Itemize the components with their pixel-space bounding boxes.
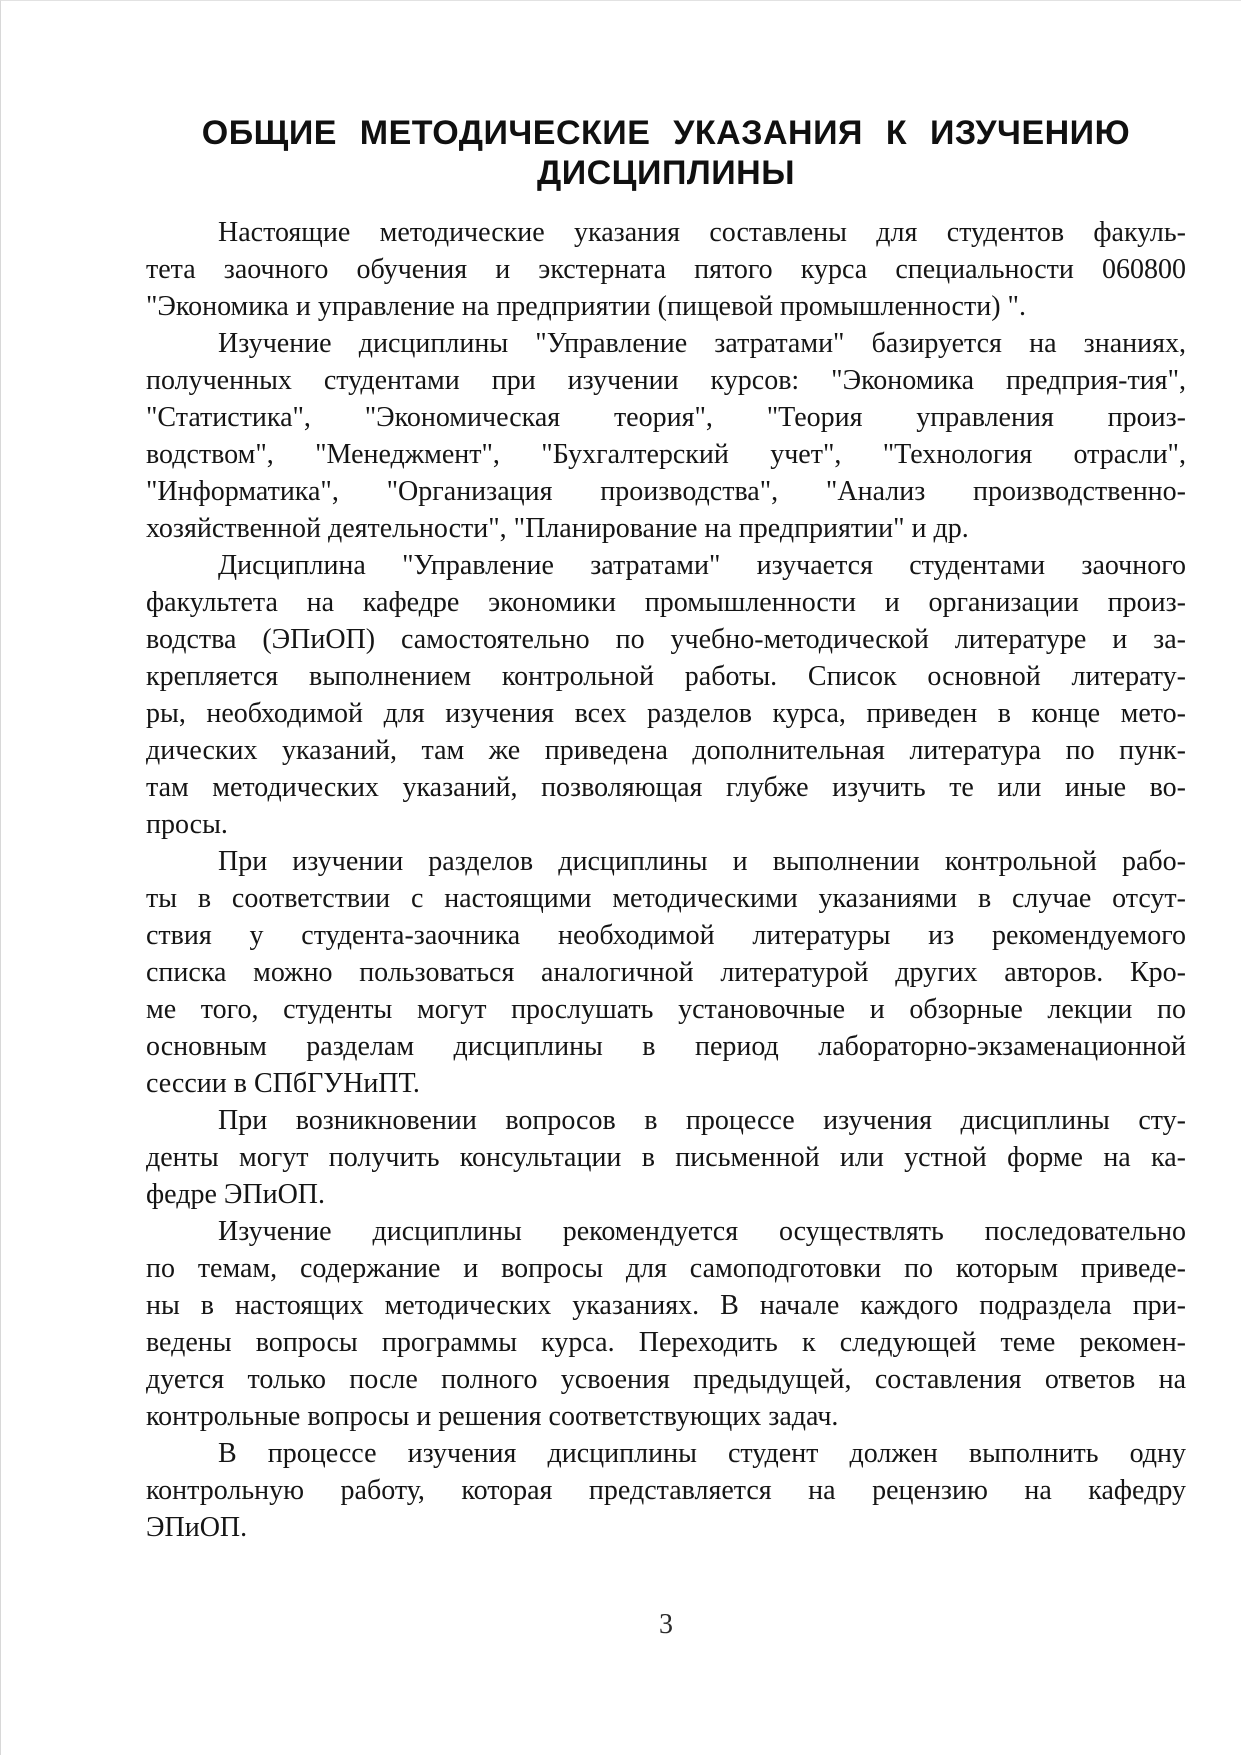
body-line: там методических указаний, позволяющая глубже изучить те или иные во- bbox=[146, 772, 1186, 803]
body-line: Дисциплина "Управление затратами" изучается студентами заочного bbox=[218, 550, 1186, 581]
body-line: ры, необходимой для изучения всех разделов курса, приведен в конце мето- bbox=[146, 698, 1186, 729]
body-line: по темам, содержание и вопросы для самоподготовки по которым приведе- bbox=[146, 1253, 1186, 1284]
body-line: денты могут получить консультации в письменной или устной форме на ка- bbox=[146, 1142, 1186, 1173]
body-line: В процессе изучения дисциплины студент должен выполнить одну bbox=[218, 1438, 1186, 1469]
body-line: ты в соответствии с настоящими методическими указаниями в случае отсут- bbox=[146, 883, 1186, 914]
body-line: просы. bbox=[146, 809, 228, 840]
body-line: основным разделам дисциплины в период лабораторно-экзаменационной bbox=[146, 1031, 1186, 1062]
body-line: списка можно пользоваться аналогичной литературой других авторов. Кро- bbox=[146, 957, 1186, 988]
body-line: дуется только после полного усвоения предыдущей, составления ответов на bbox=[146, 1364, 1186, 1395]
body-line: водством", "Менеджмент", "Бухгалтерский учет", "Технология отрасли", bbox=[146, 439, 1186, 470]
page-content bbox=[146, 1, 1186, 1546]
paragraph bbox=[146, 1102, 1186, 1213]
body-line: полученных студентами при изучении курсов: "Экономика предприя-тия", bbox=[146, 365, 1186, 396]
body-line: ствия у студента-заочника необходимой литературы из рекомендуемого bbox=[146, 920, 1186, 951]
body-line: При возникновении вопросов в процессе изучения дисциплины сту- bbox=[218, 1105, 1186, 1136]
body-line: федре ЭПиОП. bbox=[146, 1179, 326, 1210]
body-line: "Экономика и управление на предприятии (пищевой промышленности) ". bbox=[146, 291, 1026, 322]
page-number: 3 bbox=[659, 1609, 673, 1640]
paragraph bbox=[146, 843, 1186, 1102]
body-line: При изучении разделов дисциплины и выполнении контрольной рабо- bbox=[218, 846, 1186, 877]
body-line: водства (ЭПиОП) самостоятельно по учебно-методической литературе и за- bbox=[146, 624, 1186, 655]
body-text bbox=[146, 214, 1186, 1546]
body-line: "Статистика", "Экономическая теория", "Теория управления произ- bbox=[146, 402, 1186, 433]
body-line: контрольную работу, которая представляется на рецензию на кафедру bbox=[146, 1475, 1186, 1506]
body-line: сессии в СПбГУНиПТ. bbox=[146, 1068, 420, 1099]
body-line: ведены вопросы программы курса. Переходить к следующей теме рекомен- bbox=[146, 1327, 1186, 1358]
page-title-line-1: ОБЩИЕ МЕТОДИЧЕСКИЕ УКАЗАНИЯ К ИЗУЧЕНИЮ bbox=[201, 114, 1131, 152]
body-line: ны в настоящих методических указаниях. В начале каждого подраздела при- bbox=[146, 1290, 1186, 1321]
body-line: Изучение дисциплины рекомендуется осуществлять последовательно bbox=[218, 1216, 1186, 1247]
body-line: контрольные вопросы и решения соответствующих задач. bbox=[146, 1401, 839, 1432]
body-line: тета заочного обучения и экстерната пятого курса специальности 060800 bbox=[146, 254, 1186, 285]
paragraph bbox=[146, 547, 1186, 843]
paragraph bbox=[146, 1213, 1186, 1435]
body-line: хозяйственной деятельности", "Планирование на предприятии" и др. bbox=[146, 513, 969, 544]
body-line: Изучение дисциплины "Управление затратами" базируется на знаниях, bbox=[218, 328, 1186, 359]
body-line: "Информатика", "Организация производства", "Анализ производственно- bbox=[146, 476, 1186, 507]
body-line: дических указаний, там же приведена дополнительная литература по пунк- bbox=[146, 735, 1186, 766]
body-line: ЭПиОП. bbox=[146, 1512, 248, 1543]
paragraph bbox=[146, 214, 1186, 325]
page-title bbox=[146, 113, 1186, 193]
body-line: крепляется выполнением контрольной работы. Список основной литерату- bbox=[146, 661, 1186, 692]
body-line: ме того, студенты могут прослушать установочные и обзорные лекции по bbox=[146, 994, 1186, 1025]
page-title-line-2: ДИСЦИПЛИНЫ bbox=[536, 154, 796, 192]
body-line: факультета на кафедре экономики промышленности и организации произ- bbox=[146, 587, 1186, 618]
body-line: Настоящие методические указания составлены для студентов факуль- bbox=[218, 217, 1186, 248]
paragraph bbox=[146, 1435, 1186, 1546]
paragraph bbox=[146, 325, 1186, 547]
